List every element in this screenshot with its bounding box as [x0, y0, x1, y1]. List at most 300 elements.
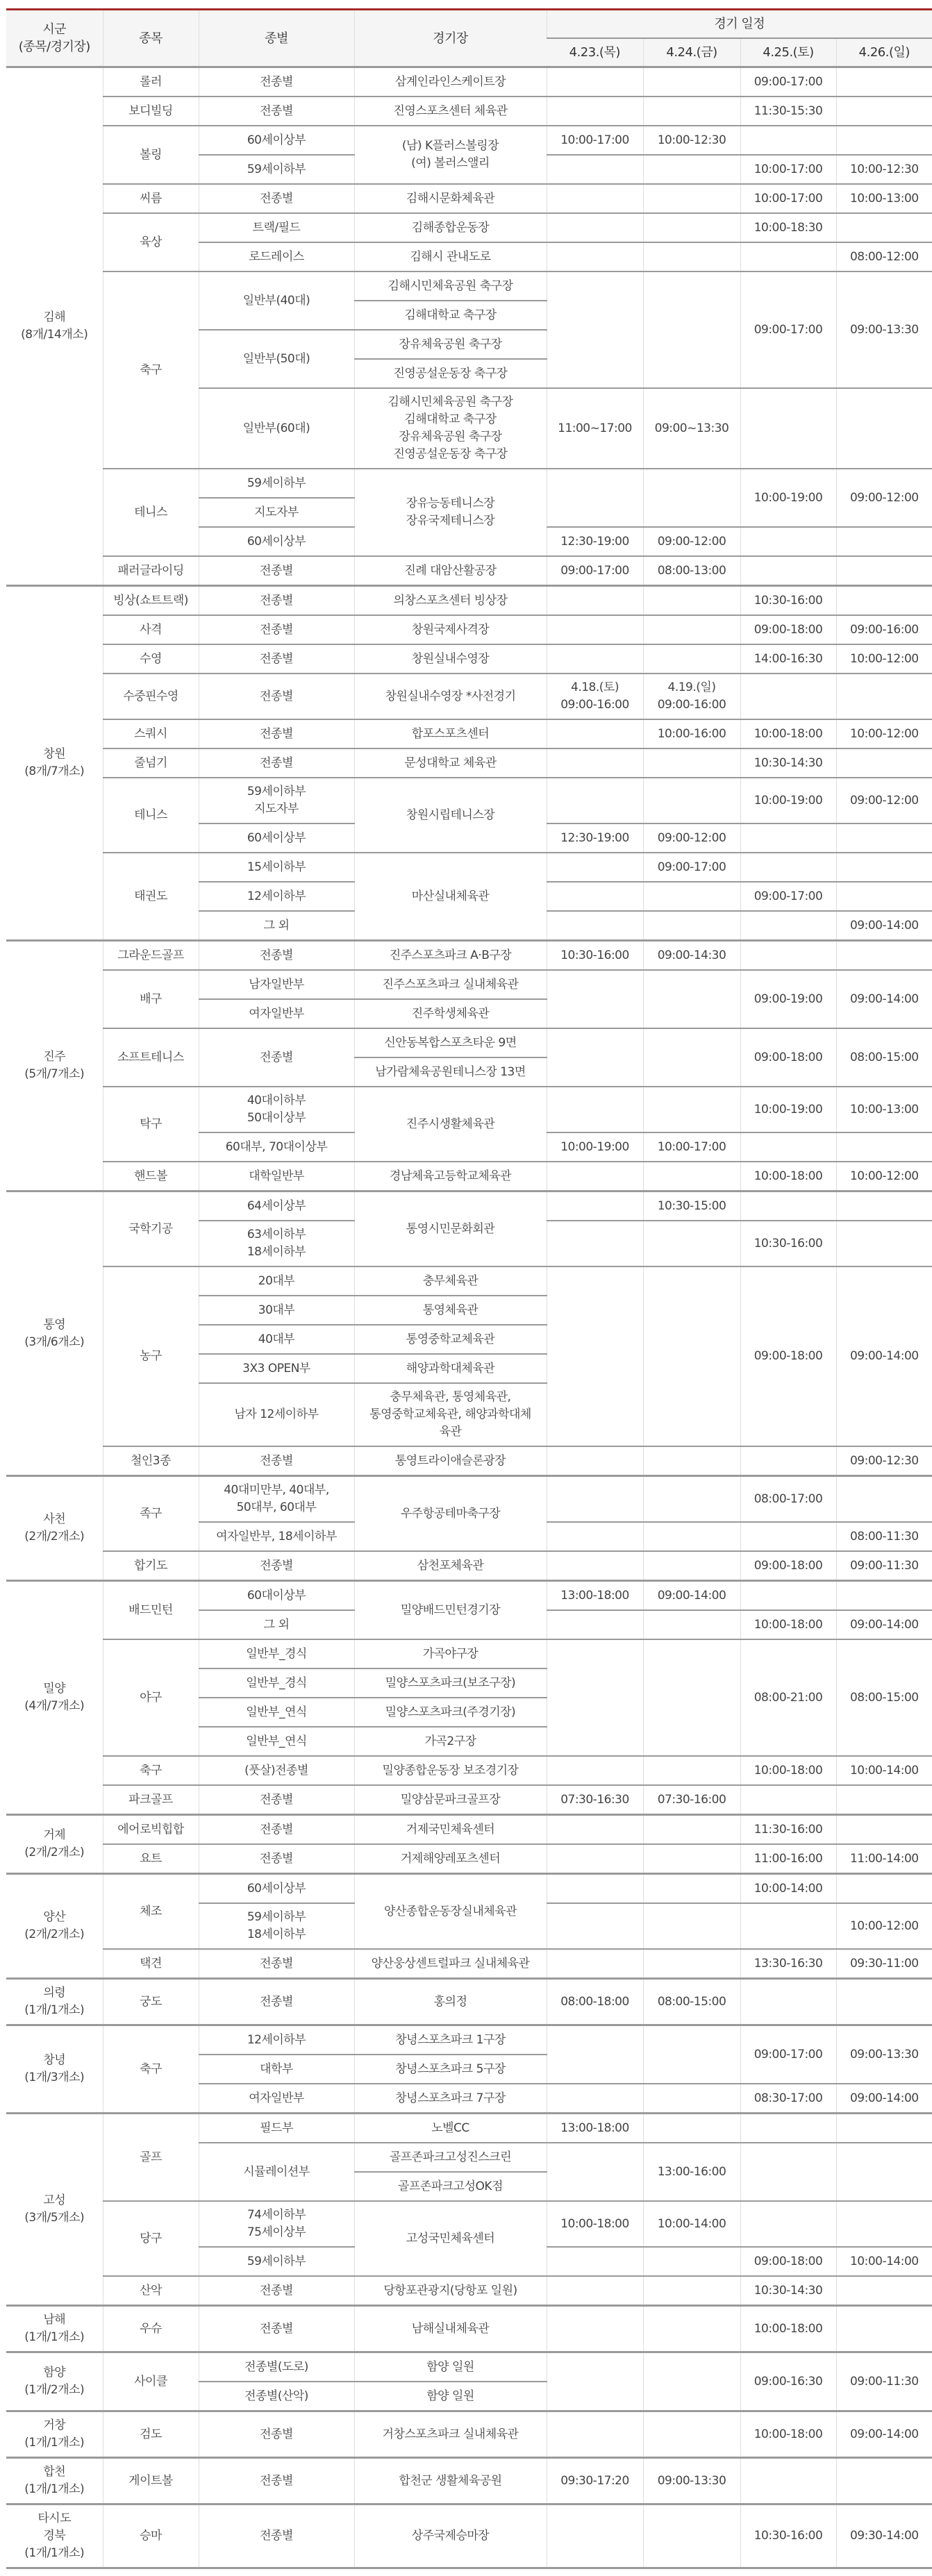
schedule-cell	[836, 882, 932, 911]
venue-cell: 골프존파크고성진스크린	[354, 2143, 547, 2172]
sport-cell: 태권도	[103, 853, 199, 941]
schedule-cell: 10:00-16:00	[643, 719, 740, 748]
schedule-cell	[740, 1132, 836, 1162]
sport-cell: 에어로빅힙합	[103, 1815, 199, 1845]
schedule-cell	[740, 1446, 836, 1476]
schedule-cell	[836, 556, 932, 586]
venue-cell: 양산웅상센트럴파크 실내체육관	[354, 1949, 547, 1979]
schedule-cell	[547, 2143, 643, 2201]
schedule-cell	[836, 527, 932, 556]
sport-cell: 사격	[103, 615, 199, 644]
schedule-cell: 09:00~13:30	[643, 388, 740, 469]
category-cell: 60세이상부	[199, 1874, 354, 1904]
schedule-cell	[643, 1028, 740, 1087]
category-cell: 12세이하부	[199, 2025, 354, 2055]
schedule-cell: 10:00-14:00	[740, 1874, 836, 1904]
venue-cell: 홍의정	[354, 1979, 547, 2025]
schedule-cell: 10:00-18:00	[740, 1162, 836, 1191]
schedule-cell	[643, 67, 740, 97]
schedule-cell	[643, 748, 740, 778]
schedule-cell	[643, 2306, 740, 2352]
sport-cell: 당구	[103, 2201, 199, 2276]
table-row	[6, 1815, 932, 1845]
city-cell: 양산 (2개/2개소)	[6, 1874, 103, 1979]
table-row	[6, 469, 932, 498]
schedule-cell	[836, 1874, 932, 1904]
category-cell: 그 외	[199, 911, 354, 941]
sport-cell: 국학기공	[103, 1191, 199, 1267]
category-cell: 30대부	[199, 1296, 354, 1325]
sport-cell: 축구	[103, 271, 199, 469]
city-cell: 진주 (5개/7개소)	[6, 941, 103, 1191]
sport-cell: 야구	[103, 1639, 199, 1756]
category-cell: 전종별	[199, 1551, 354, 1581]
table-row	[6, 778, 932, 823]
category-cell: 60세이상부	[199, 823, 354, 853]
sport-cell: 테니스	[103, 469, 199, 556]
schedule-cell: 10:00-12:30	[643, 126, 740, 155]
schedule-cell	[643, 1162, 740, 1191]
sport-cell: 합기도	[103, 1551, 199, 1581]
venue-cell: 통영체육관	[354, 1296, 547, 1325]
table-row	[6, 1551, 932, 1581]
schedule-cell: 12:30-19:00	[547, 527, 643, 556]
city-cell: 의령 (1개/1개소)	[6, 1979, 103, 2025]
schedule-cell: 09:00-12:00	[836, 778, 932, 823]
schedule-cell	[547, 748, 643, 778]
schedule-cell: 10:00-13:00	[836, 1087, 932, 1132]
category-cell: 전종별	[199, 2504, 354, 2568]
table-row	[6, 271, 932, 301]
schedule-cell: 10:00-17:00	[547, 126, 643, 155]
category-cell: 63세이하부 18세이하부	[199, 1221, 354, 1266]
schedule-cell	[836, 1785, 932, 1815]
schedule-cell	[740, 1785, 836, 1815]
schedule-cell	[836, 2143, 932, 2201]
schedule-cell	[547, 1221, 643, 1266]
table-row	[6, 126, 932, 155]
venue-cell: 김해종합운동장	[354, 213, 547, 242]
schedule-cell: 09:00-14:00	[643, 1581, 740, 1611]
schedule-cell	[643, 2352, 740, 2411]
venue-cell: 상주국제승마장	[354, 2504, 547, 2568]
category-cell: 대학부	[199, 2055, 354, 2084]
schedule-cell	[836, 213, 932, 242]
sport-cell: 테니스	[103, 778, 199, 853]
schedule-cell: 10:00-18:00	[740, 1756, 836, 1785]
schedule-cell	[643, 1815, 740, 1845]
schedule-cell	[740, 1581, 836, 1611]
venue-cell: 통영트라이애슬론광장	[354, 1446, 547, 1476]
schedule-cell	[740, 1191, 836, 1221]
schedule-cell	[643, 213, 740, 242]
table-row	[6, 1979, 932, 2025]
table-row	[6, 970, 932, 999]
category-cell: 여자일반부, 18세이하부	[199, 1522, 354, 1551]
table-row	[6, 2411, 932, 2458]
schedule-cell: 10:00-17:00	[643, 1132, 740, 1162]
venue-cell: 양산종합운동장실내체육관	[354, 1874, 547, 1950]
schedule-cell: 10:30-15:00	[643, 1191, 740, 1221]
sport-cell: 롤러	[103, 67, 199, 97]
schedule-cell	[547, 155, 643, 184]
venue-cell: 장유체육공원 축구장	[354, 330, 547, 359]
schedule-cell	[643, 615, 740, 644]
schedule-cell: 08:00-11:30	[836, 1522, 932, 1551]
schedule-cell: 10:00-18:00	[740, 2306, 836, 2352]
schedule-cell: 11:30-16:00	[740, 1815, 836, 1845]
schedule-cell	[547, 1446, 643, 1476]
sport-cell: 골프	[103, 2114, 199, 2202]
schedule-cell	[547, 1551, 643, 1581]
schedule-cell	[547, 1087, 643, 1132]
schedule-cell: 09:00-12:00	[643, 527, 740, 556]
table-row	[6, 586, 932, 616]
schedule-cell	[643, 1522, 740, 1551]
schedule-cell: 09:00-17:00	[740, 67, 836, 97]
category-cell: 전종별	[199, 586, 354, 616]
schedule-cell: 09:30-17:20	[547, 2458, 643, 2504]
schedule-cell	[547, 242, 643, 271]
sport-cell: 요트	[103, 1844, 199, 1874]
schedule-cell: 4.18.(토) 09:00-16:00	[547, 674, 643, 719]
schedule-cell	[547, 1162, 643, 1191]
category-cell: 전종별	[199, 1815, 354, 1845]
venue-cell: 창원실내수영장	[354, 644, 547, 674]
schedule-cell: 11:00-16:00	[740, 1844, 836, 1874]
category-cell: 전종별	[199, 1028, 354, 1087]
schedule-cell: 10:00-18:00	[740, 1610, 836, 1639]
category-header: 종별	[199, 10, 354, 67]
venue-cell: 진주스포츠파크 A·B구장	[354, 941, 547, 971]
schedule-cell: 09:00-18:00	[740, 2247, 836, 2276]
table-row	[6, 2458, 932, 2504]
schedule-cell	[740, 2114, 836, 2143]
sport-cell: 패러글라이딩	[103, 556, 199, 586]
category-cell: 40대미만부, 40대부, 50대부, 60대부	[199, 1476, 354, 1523]
schedule-cell	[643, 1949, 740, 1979]
venue-cell: 마산실내체육관	[354, 853, 547, 941]
schedule-cell: 09:30-14:00	[836, 2504, 932, 2568]
sport-cell: 배구	[103, 970, 199, 1028]
schedule-cell	[836, 586, 932, 616]
schedule-cell: 09:00-14:30	[643, 941, 740, 971]
venue-cell: 당항포관광지(당항포 일원)	[354, 2276, 547, 2306]
schedule-cell	[740, 2458, 836, 2504]
venue-cell: 밀양종합운동장 보조경기장	[354, 1756, 547, 1785]
schedule-cell	[547, 1903, 643, 1949]
schedule-cell: 10:30-16:00	[740, 1221, 836, 1266]
category-cell: 전종별	[199, 1446, 354, 1476]
schedule-cell	[547, 911, 643, 941]
schedule-cell: 09:00-12:00	[643, 823, 740, 853]
schedule-cell: 07:30-16:00	[643, 1785, 740, 1815]
category-cell: 전종별	[199, 2276, 354, 2306]
sport-cell: 육상	[103, 213, 199, 271]
competition-schedule-table	[6, 8, 932, 2569]
schedule-cell	[740, 126, 836, 155]
schedule-cell: 08:00-21:00	[740, 1639, 836, 1756]
schedule-cell: 08:00-12:00	[836, 242, 932, 271]
category-cell: 지도자부	[199, 498, 354, 527]
schedule-cell	[740, 941, 836, 971]
schedule-cell: 11:00-14:00	[836, 1844, 932, 1874]
schedule-header: 경기 일정	[547, 10, 932, 39]
schedule-cell: 10:00-14:00	[643, 2201, 740, 2247]
sport-cell: 검도	[103, 2411, 199, 2458]
venue-cell: 경남체육고등학교체육관	[354, 1162, 547, 1191]
schedule-cell	[547, 970, 643, 1028]
schedule-cell	[836, 2458, 932, 2504]
schedule-cell: 09:00-18:00	[740, 1551, 836, 1581]
venue-cell: 진주스포츠파크 실내체육관	[354, 970, 547, 999]
table-row	[6, 67, 932, 97]
table-row	[6, 2504, 932, 2568]
venue-cell: 남가람체육공원테니스장 13면	[354, 1057, 547, 1087]
table-row	[6, 1476, 932, 1523]
schedule-cell: 10:30-14:30	[740, 748, 836, 778]
city-cell: 거창 (1개/1개소)	[6, 2411, 103, 2458]
schedule-cell: 10:00-13:00	[836, 184, 932, 213]
table-row	[6, 2306, 932, 2352]
city-cell: 창녕 (1개/3개소)	[6, 2025, 103, 2114]
schedule-cell: 09:00-14:00	[836, 1266, 932, 1446]
schedule-cell	[643, 1087, 740, 1132]
venue-cell: 밀양삼문파크골프장	[354, 1785, 547, 1815]
schedule-cell: 09:00-17:00	[643, 853, 740, 882]
schedule-cell: 09:00-17:00	[740, 2025, 836, 2084]
schedule-cell	[740, 388, 836, 469]
schedule-cell: 08:00-18:00	[547, 1979, 643, 2025]
schedule-cell	[547, 2247, 643, 2276]
schedule-cell	[643, 1221, 740, 1266]
category-cell: 전종별	[199, 67, 354, 97]
schedule-cell	[547, 586, 643, 616]
schedule-cell: 09:00-14:00	[836, 970, 932, 1028]
city-cell: 밀양 (4개/7개소)	[6, 1581, 103, 1815]
venue-cell: 진영스포츠센터 체육관	[354, 97, 547, 126]
venue-cell: 진주학생체육관	[354, 999, 547, 1028]
schedule-cell	[643, 2276, 740, 2306]
venue-cell: 밀양스포츠파크(보조구장)	[354, 1668, 547, 1698]
category-cell: 여자일반부	[199, 2084, 354, 2114]
table-header	[6, 10, 932, 67]
venue-cell: 창녕스포츠파크 7구장	[354, 2084, 547, 2114]
schedule-cell	[547, 1844, 643, 1874]
schedule-cell	[643, 911, 740, 941]
schedule-cell: 09:00-11:30	[836, 2352, 932, 2411]
schedule-cell	[643, 2247, 740, 2276]
category-cell: 전종별	[199, 748, 354, 778]
venue-cell: 창원실내수영장 *사전경기	[354, 674, 547, 719]
schedule-cell	[547, 469, 643, 527]
schedule-cell: 10:00-19:00	[740, 1087, 836, 1132]
venue-cell: 밀양배드민턴경기장	[354, 1581, 547, 1640]
category-cell: 15세이하부	[199, 853, 354, 882]
schedule-cell: 09:00-13:30	[836, 271, 932, 388]
schedule-cell: 09:00-14:00	[836, 2411, 932, 2458]
venue-cell: 밀양스포츠파크(주경기장)	[354, 1698, 547, 1727]
table-row	[6, 644, 932, 674]
schedule-cell	[547, 1476, 643, 1523]
schedule-cell: 09:00-14:00	[836, 1610, 932, 1639]
category-cell: (풋살)전종별	[199, 1756, 354, 1785]
sport-cell: 소프트테니스	[103, 1028, 199, 1087]
schedule-cell	[643, 1551, 740, 1581]
schedule-cell	[643, 2114, 740, 2143]
schedule-cell	[643, 155, 740, 184]
schedule-cell: 10:00-12:00	[836, 719, 932, 748]
category-cell: 남자일반부	[199, 970, 354, 999]
schedule-cell	[547, 2411, 643, 2458]
schedule-cell: 13:00-16:00	[643, 2143, 740, 2201]
schedule-cell: 09:00-17:00	[740, 271, 836, 388]
schedule-cell	[547, 2306, 643, 2352]
sport-cell: 빙상(쇼트트랙)	[103, 586, 199, 616]
schedule-cell	[643, 2504, 740, 2568]
venue-cell: 진주시생활체육관	[354, 1087, 547, 1162]
table-row	[6, 748, 932, 778]
sport-cell: 볼링	[103, 126, 199, 184]
schedule-cell: 10:00-19:00	[740, 469, 836, 527]
schedule-cell: 09:00-12:30	[836, 1446, 932, 1476]
schedule-cell	[547, 1191, 643, 1221]
schedule-cell	[547, 2276, 643, 2306]
schedule-cell: 10:00-18:30	[740, 213, 836, 242]
category-cell: 일반부(40대)	[199, 271, 354, 330]
category-cell: 시뮬레이션부	[199, 2143, 354, 2201]
schedule-cell	[740, 1903, 836, 1949]
venue-cell: 우주항공테마축구장	[354, 1476, 547, 1552]
venue-cell: 가곡2구장	[354, 1727, 547, 1756]
schedule-cell	[643, 970, 740, 1028]
schedule-cell: 09:00-14:00	[836, 2084, 932, 2114]
category-cell: 대학일반부	[199, 1162, 354, 1191]
schedule-cell	[547, 778, 643, 823]
city-cell: 사천 (2개/2개소)	[6, 1476, 103, 1581]
table-row	[6, 184, 932, 213]
table-row	[6, 1844, 932, 1874]
sport-cell: 배드민턴	[103, 1581, 199, 1640]
schedule-cell	[740, 1979, 836, 2025]
schedule-cell	[836, 2114, 932, 2143]
schedule-cell: 10:00-18:00	[740, 2411, 836, 2458]
schedule-cell	[740, 527, 836, 556]
category-cell: 전종별	[199, 719, 354, 748]
schedule-cell: 10:00-12:00	[836, 1162, 932, 1191]
table-row	[6, 941, 932, 971]
schedule-cell: 08:00-15:00	[836, 1028, 932, 1087]
table-row	[6, 213, 932, 242]
schedule-cell	[547, 882, 643, 911]
date-header: 4.26.(일)	[836, 38, 932, 67]
venue-cell: 함양 일원	[354, 2382, 547, 2411]
category-cell: 전종별	[199, 1785, 354, 1815]
schedule-cell: 10:30-16:00	[547, 941, 643, 971]
schedule-cell: 12:30-19:00	[547, 823, 643, 853]
table-row	[6, 2025, 932, 2055]
schedule-cell: 10:30-16:00	[740, 586, 836, 616]
venue-cell: 김해시민체육공원 축구장	[354, 271, 547, 301]
schedule-cell	[643, 184, 740, 213]
venue-cell: 김해시문화체육관	[354, 184, 547, 213]
sport-cell: 궁도	[103, 1979, 199, 2025]
sport-cell: 농구	[103, 1266, 199, 1446]
table-row	[6, 1028, 932, 1057]
schedule-cell	[836, 2276, 932, 2306]
schedule-cell	[547, 2352, 643, 2411]
schedule-cell	[740, 2201, 836, 2247]
schedule-cell	[643, 778, 740, 823]
sport-cell: 줄넘기	[103, 748, 199, 778]
category-cell: 로드레이스	[199, 242, 354, 271]
category-cell: 전종별	[199, 941, 354, 971]
city-cell: 통영 (3개/6개소)	[6, 1191, 103, 1476]
sport-cell: 택견	[103, 1949, 199, 1979]
schedule-cell	[740, 556, 836, 586]
sport-cell: 파크골프	[103, 1785, 199, 1815]
schedule-cell	[643, 1476, 740, 1523]
sport-cell: 축구	[103, 2025, 199, 2114]
category-cell: 59세이하부	[199, 155, 354, 184]
schedule-cell	[547, 615, 643, 644]
venue-cell: 창녕스포츠파크 1구장	[354, 2025, 547, 2055]
schedule-cell: 09:00-16:30	[740, 2352, 836, 2411]
schedule-cell: 14:00-16:30	[740, 644, 836, 674]
schedule-cell: 10:00-19:00	[547, 1132, 643, 1162]
category-cell: 20대부	[199, 1266, 354, 1296]
schedule-cell	[643, 2411, 740, 2458]
schedule-cell	[643, 644, 740, 674]
venue-cell: 노벨CC	[354, 2114, 547, 2143]
category-cell: 59세이하부	[199, 2247, 354, 2276]
venue-cell: 거제국민체육센터	[354, 1815, 547, 1845]
schedule-cell	[836, 674, 932, 719]
schedule-cell: 09:00-18:00	[740, 1266, 836, 1446]
venue-cell: 삼천포체육관	[354, 1551, 547, 1581]
sport-cell: 스쿼시	[103, 719, 199, 748]
schedule-cell: 09:30-11:00	[836, 1949, 932, 1979]
sport-cell: 그라운드골프	[103, 941, 199, 971]
schedule-cell	[547, 2084, 643, 2114]
schedule-cell: 09:00-11:30	[836, 1551, 932, 1581]
schedule-cell: 10:30-14:30	[740, 2276, 836, 2306]
table-row	[6, 1191, 932, 1221]
city-cell: 거제 (2개/2개소)	[6, 1815, 103, 1874]
venue-cell: 창녕스포츠파크 5구장	[354, 2055, 547, 2084]
venue-cell: 의창스포츠센터 빙상장	[354, 586, 547, 616]
schedule-cell: 09:00-19:00	[740, 970, 836, 1028]
sport-cell: 씨름	[103, 184, 199, 213]
category-cell: 전종별	[199, 615, 354, 644]
sport-cell: 승마	[103, 2504, 199, 2568]
venue-cell: 문성대학교 체육관	[354, 748, 547, 778]
table-row	[6, 1266, 932, 1296]
category-cell: 전종별	[199, 1844, 354, 1874]
schedule-cell: 10:00-17:00	[740, 184, 836, 213]
schedule-cell	[836, 1815, 932, 1845]
schedule-cell	[643, 2025, 740, 2084]
category-cell: 일반부(50대)	[199, 330, 354, 388]
schedule-cell	[836, 1476, 932, 1523]
table-row	[6, 719, 932, 748]
table-row	[6, 1756, 932, 1785]
table-row	[6, 2201, 932, 2247]
category-cell: 일반부_경식	[199, 1668, 354, 1698]
table-row	[6, 1087, 932, 1132]
sport-cell: 족구	[103, 1476, 199, 1552]
city-cell: 합천 (1개/1개소)	[6, 2458, 103, 2504]
